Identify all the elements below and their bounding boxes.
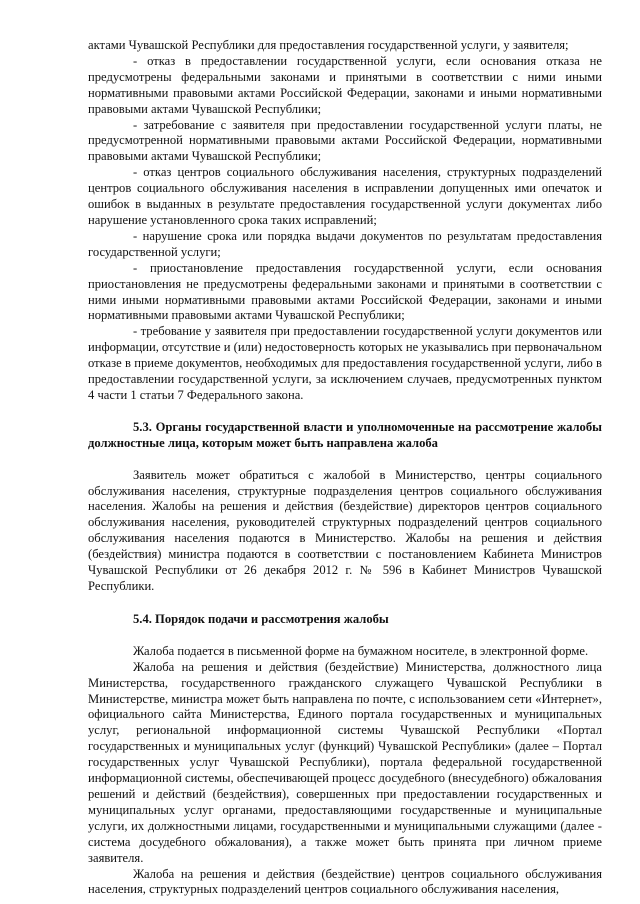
paragraph: актами Чувашской Республики для предоставления государственной услуги, у заявителя; [88,38,569,52]
list-item: - затребование с заявителя при предоставлении государственной услуги платы, не предусмотренной нормативными правовыми актами Российской Федерации, нормативными правовыми актами Чувашской Республики; [88,117,602,164]
list-item: - нарушение срока или порядка выдачи документов по результатам предоставления государственной услуги; [88,228,602,259]
list-item: - отказ в предоставлении государственной услуги, если основания отказа не предусмотрены федеральными законами и принятыми в соответствии с ними иными нормативными правовыми актами Российской Федерации, законами и иными нормативными правовыми актами Чувашской Республики; [88,53,602,116]
list-item: - отказ центров социального обслуживания населения, структурных подразделений центров социального обслуживания населения в исправлении допущенных ими опечаток и ошибок в выданных в результате предоставления государственной услуги документах либо нарушение установленного срока таких исправлений; [88,165,602,227]
list-item: - требование у заявителя при предоставлении государственной услуги документов или информации, отсутствие и (или) недостоверность которых не указывались при первоначальном отказе в приеме документов, необходимых для предоставления государственной услуги, либо в предоставлении государственной услуги, за исключением случаев, предусмотренных пунктом 4 части 1 статьи 7 Федерального закона. [88,324,602,402]
paragraph: Заявитель может обратиться с жалобой в Министерство, центры социального обслуживания населения, структурные подразделения центров социального обслуживания населения. Жалобы на решения и действия (бездействие) директоров центров социального обслуживания населения, руководителей структурных подразделений центров социального обслуживания населения подаются в Министерство. Жалобы на решения и действия (бездействия) министра подаются в соответствии с постановлением Кабинета Министров Чувашской Республики от 26 декабря 2012 г. № 596 в Кабинет Министров Чувашской Республики. [88,467,602,593]
paragraph: Жалоба на решения и действия (бездействие) Министерства, должностного лица Министерства, государственного гражданского служащего Чувашской Республики в Министерстве, министра может быть направлена по почте, с использованием сети «Интернет», официального сайта Министерства, Единого портала государственных и муниципальных услуг, региональной информационной системы Чувашской Республики «Портал государственных и муниципальных услуг (функций) Чувашской Республики» (далее – Портал государственных услуг Чувашской Республики), портала федеральной государственной информационной системы, обеспечивающей процесс досудебного (внесудебного) обжалования решений и действий (бездействия), совершенных при предоставлении государственных и муниципальных услуг органами, предоставляющими государственные и муниципальные услуги, их должностными лицами, государственными и муниципальными служащими (далее - система досудебного обжалования), а также может быть принята при личном приеме заявителя. [88,659,602,865]
section-heading-5-4: 5.4. Порядок подачи и рассмотрения жалобы [133,611,389,626]
section-heading-5-3: 5.3. Органы государственной власти и уполномоченные на рассмотрение жалобы должностные лица, которым может быть направлена жалоба [88,419,602,450]
paragraph: Жалоба на решения и действия (бездействие) центров социального обслуживания населения, структурных подразделений центров социального обслуживания населения, [88,866,602,897]
paragraph: Жалоба подается в письменной форме на бумажном носителе, в электронной форме. [133,643,589,658]
list-item: - приостановление предоставления государственной услуги, если основания приостановления не предусмотрены федеральными законами и принятыми в соответствии с ними иными нормативными правовыми актами Российской Федерации, законами и иными нормативными правовыми актами Чувашской Республики; [88,260,602,323]
